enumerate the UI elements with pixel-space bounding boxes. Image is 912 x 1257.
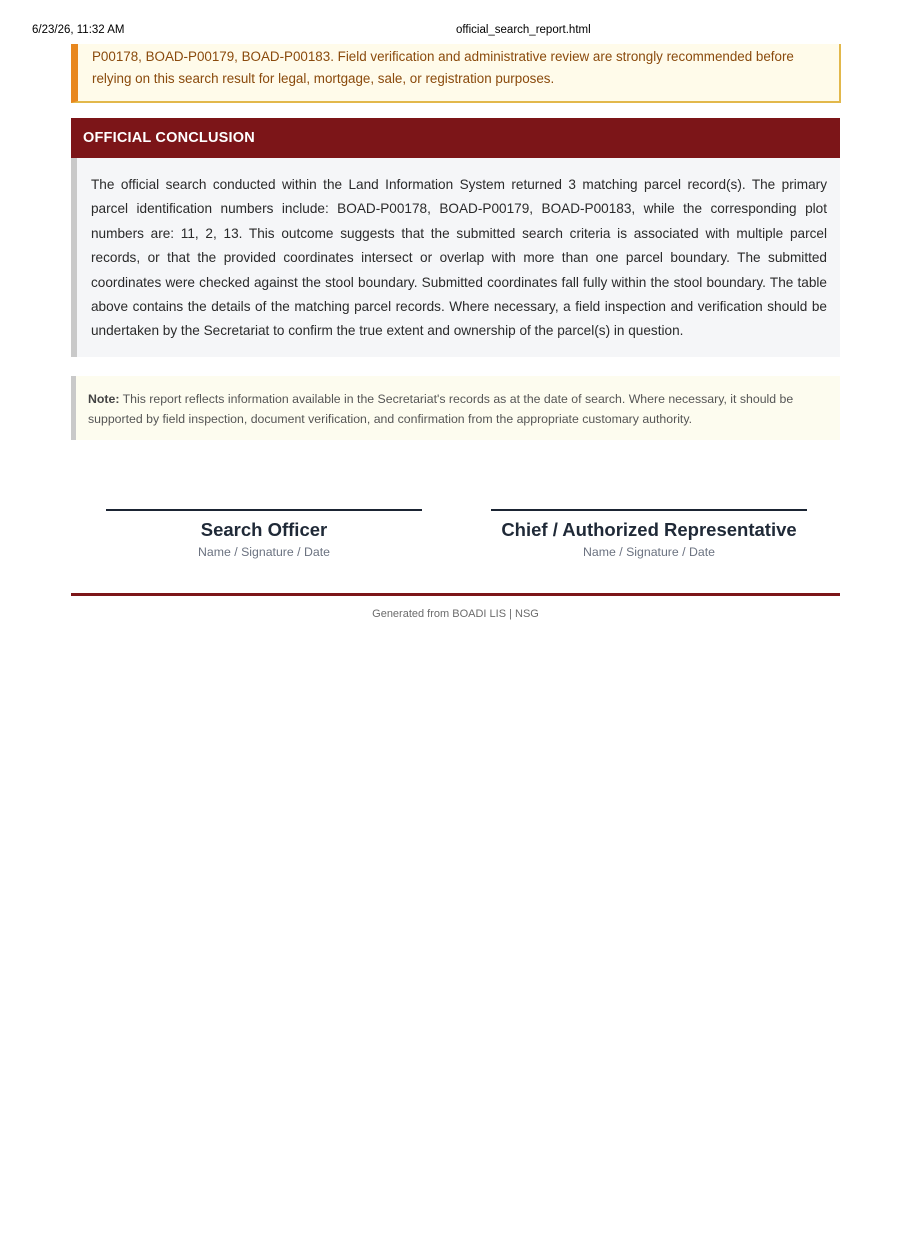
signature-block-search-officer	[106, 509, 422, 560]
signature-subtitle: Name / Signature / Date	[198, 545, 330, 559]
warning-callout	[71, 44, 841, 103]
footer-divider	[71, 593, 840, 596]
conclusion-heading: OFFICIAL CONCLUSION	[71, 118, 840, 158]
signature-subtitle: Name / Signature / Date	[583, 545, 715, 559]
signature-title: Chief / Authorized Representative	[501, 519, 797, 540]
signature-block-chief	[491, 509, 807, 560]
signature-line	[106, 509, 422, 511]
signature-title: Search Officer	[200, 519, 328, 540]
print-datetime: 6/23/26, 11:32 AM	[32, 24, 125, 36]
note-text: This report reflects information available in the Secretariat's records as at the date of search. Where necessary, it should be supported by field inspection, document verification, and confirmation from the appropriate customary authority.	[88, 392, 794, 426]
note-label: Note:	[88, 392, 120, 406]
footer-text: Generated from BOADI LIS | NSG	[372, 608, 539, 620]
warning-text: P00178, BOAD-P00179, BOAD-P00183. Field verification and administrative review are strongly recommended before relying on this search result for legal, mortgage, sale, or registration purposes.	[92, 49, 794, 86]
print-filename: official_search_report.html	[456, 24, 591, 36]
signature-line	[491, 509, 807, 511]
print-header	[0, 24, 912, 40]
conclusion-body: The official search conducted within the Land Information System returned 3 matching parcel record(s). The primary parcel identification numbers include: BOAD-P00178, BOAD-P00179, BOAD-P00183, while the corresponding plot numbers are: 11, 2, 13. This outcome suggests that the submitted search criteria is associated with multiple parcel records, or that the provided coordinates intersect or overlap with more than one parcel boundary. The submitted coordinates were checked against the stool boundary. Submitted coordinates fall fully within the stool boundary. The table above contains the details of the matching parcel records. Where necessary, a field inspection and verification should be undertaken by the Secretariat to confirm the true extent and ownership of the parcel(s) in question.	[71, 158, 840, 357]
note-callout	[71, 376, 840, 440]
